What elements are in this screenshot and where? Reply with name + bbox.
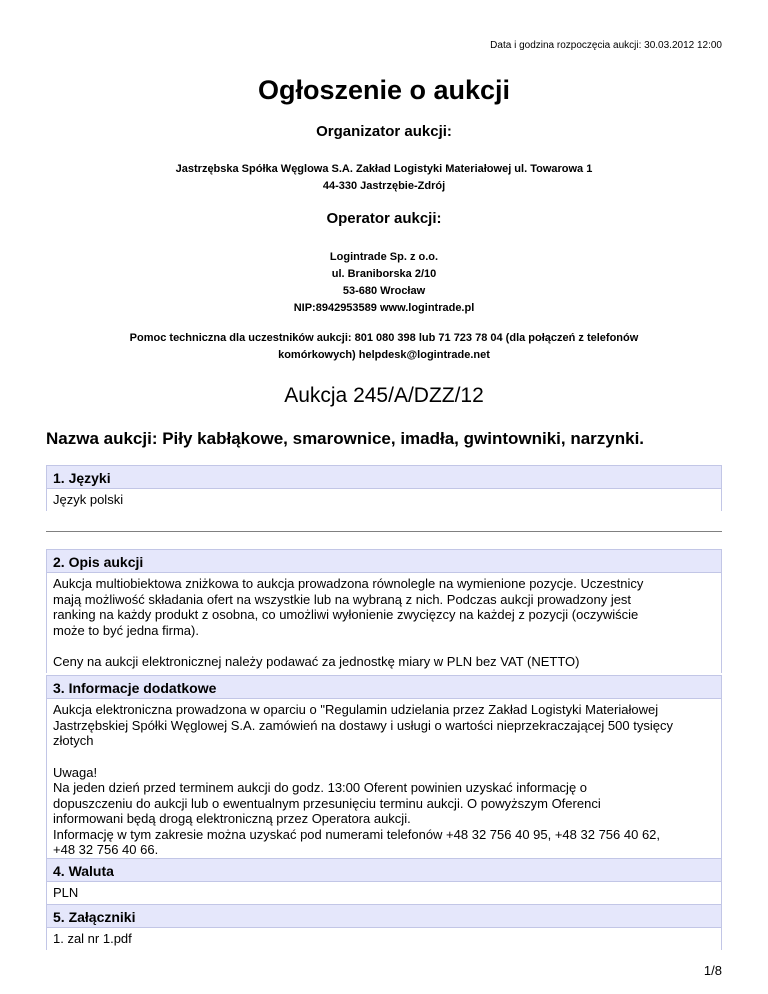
operator-line-2: ul. Braniborska 2/10 bbox=[331, 268, 437, 280]
section-additional-info-heading: 3. Informacje dodatkowe bbox=[46, 675, 722, 699]
additional-note-title: Uwaga! bbox=[53, 764, 98, 780]
additional-note-line-4: Informację w tym zakresie można uzyskać pod numerami telefonów +48 32 756 40 95, +48 32 756 40 62, bbox=[53, 826, 661, 842]
additional-note-line-2: dopuszczeniu do aukcji lub o ewentualnym przesunięciu terminu aukcji. O powyższym Oferenci bbox=[53, 795, 601, 811]
additional-line-3: złotych bbox=[53, 733, 94, 748]
section-description-heading: 2. Opis aukcji bbox=[46, 549, 722, 573]
section-languages-body bbox=[46, 489, 722, 511]
additional-note-line-5: +48 32 756 40 66. bbox=[53, 842, 159, 857]
paragraph-gap bbox=[53, 749, 715, 765]
description-line-3: ranking na każdy produkt z osobna, co umożliwi wyłonienie zwycięzcy na każdej z pozycji (oczywiście bbox=[53, 607, 639, 622]
operator-line-4: NIP:8942953589 www.logintrade.pl bbox=[293, 302, 475, 314]
support-line-2: komórkowych) helpdesk@logintrade.net bbox=[278, 349, 490, 361]
operator-address bbox=[0, 249, 768, 317]
section-additional-info-body bbox=[46, 699, 722, 861]
description-line-2: mają możliwość składania ofert na wszystkie lub na wybraną z nich. Podczas aukcji prowadzony jest bbox=[53, 591, 632, 607]
section-currency-body bbox=[46, 882, 722, 904]
languages-text: Język polski bbox=[53, 492, 124, 507]
attachment-link[interactable]: 1. zal nr 1.pdf bbox=[53, 931, 132, 946]
additional-note-line-3: informowani będą drogą elektroniczną przez Operatora aukcji. bbox=[53, 811, 411, 826]
support-line-1: Pomoc techniczna dla uczestników aukcji: 801 080 398 lub 71 723 78 04 (dla połączeń z telefonów bbox=[129, 332, 639, 344]
currency-text: PLN bbox=[53, 885, 79, 900]
auction-number: Aukcja 245/A/DZZ/12 bbox=[284, 384, 484, 407]
section-additional-info bbox=[46, 675, 722, 861]
operator-line-1: Logintrade Sp. z o.o. bbox=[329, 251, 439, 263]
operator-heading: Operator aukcji: bbox=[326, 210, 442, 227]
organizer-line-2: 44-330 Jastrzębie-Zdrój bbox=[322, 180, 446, 192]
description-line-1: Aukcja multiobiektowa zniżkowa to aukcja prowadzona równolegle na wymienione pozycje. Uczestnicy bbox=[53, 576, 644, 591]
section-description-body bbox=[46, 573, 722, 673]
section-description bbox=[46, 549, 722, 673]
section-attachments-heading: 5. Załączniki bbox=[46, 904, 722, 928]
section-attachments bbox=[46, 904, 722, 950]
section-currency-heading: 4. Waluta bbox=[46, 858, 722, 882]
page-title: Ogłoszenie o aukcji bbox=[257, 75, 511, 105]
divider bbox=[46, 531, 722, 532]
auction-start-date: Data i godzina rozpoczęcia aukcji: 30.03.2012 12:00 bbox=[490, 40, 722, 51]
section-currency bbox=[46, 858, 722, 904]
description-prices: Ceny na aukcji elektronicznej należy podawać za jednostkę miary w PLN bez VAT (NETTO) bbox=[53, 654, 580, 669]
auction-name: Nazwa aukcji: Piły kabłąkowe, smarownice, imadła, gwintowniki, narzynki. bbox=[46, 429, 645, 448]
page-number: 1/8 bbox=[703, 963, 722, 978]
section-attachments-body bbox=[46, 928, 722, 950]
section-languages bbox=[46, 465, 722, 511]
additional-line-2: Jastrzębskiej Spółki Węglowej S.A. zamówień na dostawy i usługi o wartości nieprzekraczającej 500 tysięcy bbox=[53, 717, 673, 733]
additional-note-line-1: Na jeden dzień przed terminem aukcji do godz. 13:00 Oferent powinien uzyskać informację o bbox=[53, 780, 588, 795]
paragraph-gap bbox=[53, 638, 715, 654]
additional-line-1: Aukcja elektroniczna prowadzona w oparciu o "Regulamin udzielania przez Zakład Logistyki Materiałowej bbox=[53, 702, 659, 717]
operator-line-3: 53-680 Wrocław bbox=[342, 285, 426, 297]
section-languages-heading: 1. Języki bbox=[46, 465, 722, 489]
technical-support bbox=[0, 330, 768, 364]
organizer-heading: Organizator aukcji: bbox=[316, 123, 452, 140]
organizer-address bbox=[0, 161, 768, 195]
description-line-4: może to być jedna firma). bbox=[53, 622, 199, 638]
organizer-line-1: Jastrzębska Spółka Węglowa S.A. Zakład Logistyki Materiałowej ul. Towarowa 1 bbox=[175, 163, 593, 175]
